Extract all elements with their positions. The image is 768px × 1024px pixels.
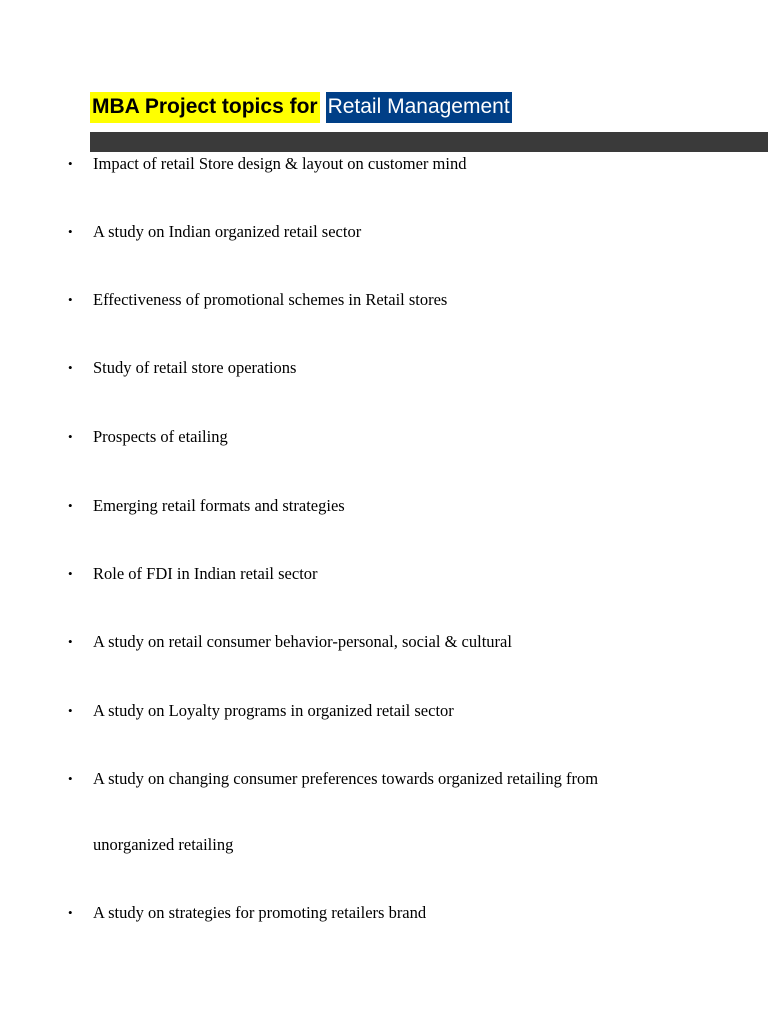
- list-item: [68, 701, 454, 721]
- list-item: [68, 222, 361, 242]
- title-highlighted-yellow: MBA Project topics for: [90, 92, 320, 123]
- bullet-icon: •: [68, 771, 73, 786]
- list-item: [68, 564, 318, 584]
- list-item: [68, 290, 447, 310]
- bullet-icon: •: [68, 498, 73, 513]
- topic-text: A study on retail consumer behavior-personal, social & cultural: [93, 632, 512, 651]
- topic-text: Effectiveness of promotional schemes in Retail stores: [93, 290, 448, 309]
- topic-text: A study on Indian organized retail sector: [93, 222, 362, 241]
- topic-text: Role of FDI in Indian retail sector: [93, 564, 318, 583]
- list-item: [68, 154, 466, 174]
- topic-text: Emerging retail formats and strategies: [93, 496, 345, 515]
- bullet-icon: •: [68, 634, 73, 649]
- list-item: [68, 427, 228, 447]
- list-item: [68, 632, 512, 652]
- topic-text: A study on Loyalty programs in organized retail sector: [93, 701, 454, 720]
- list-item: [68, 769, 598, 855]
- list-item: [68, 903, 426, 923]
- title-highlighted-blue: Retail Management: [326, 92, 512, 123]
- bullet-icon: •: [68, 429, 73, 444]
- bullet-icon: •: [68, 703, 73, 718]
- topic-text-continuation: unorganized retailing: [93, 835, 234, 854]
- bullet-icon: •: [68, 905, 73, 920]
- topic-text: Prospects of etailing: [93, 427, 228, 446]
- header-divider-bar: [90, 132, 768, 152]
- topic-text: Impact of retail Store design & layout on customer mind: [93, 154, 467, 173]
- list-item: [68, 358, 296, 378]
- topic-text: A study on changing consumer preferences towards organized retailing from: [93, 769, 599, 788]
- list-item: [68, 496, 345, 516]
- bullet-icon: •: [68, 360, 73, 375]
- bullet-icon: •: [68, 292, 73, 307]
- topic-text: Study of retail store operations: [93, 358, 297, 377]
- topic-text: A study on strategies for promoting retailers brand: [93, 903, 427, 922]
- bullet-icon: •: [68, 566, 73, 581]
- page-title: [90, 91, 512, 123]
- bullet-icon: •: [68, 224, 73, 239]
- bullet-icon: •: [68, 156, 73, 171]
